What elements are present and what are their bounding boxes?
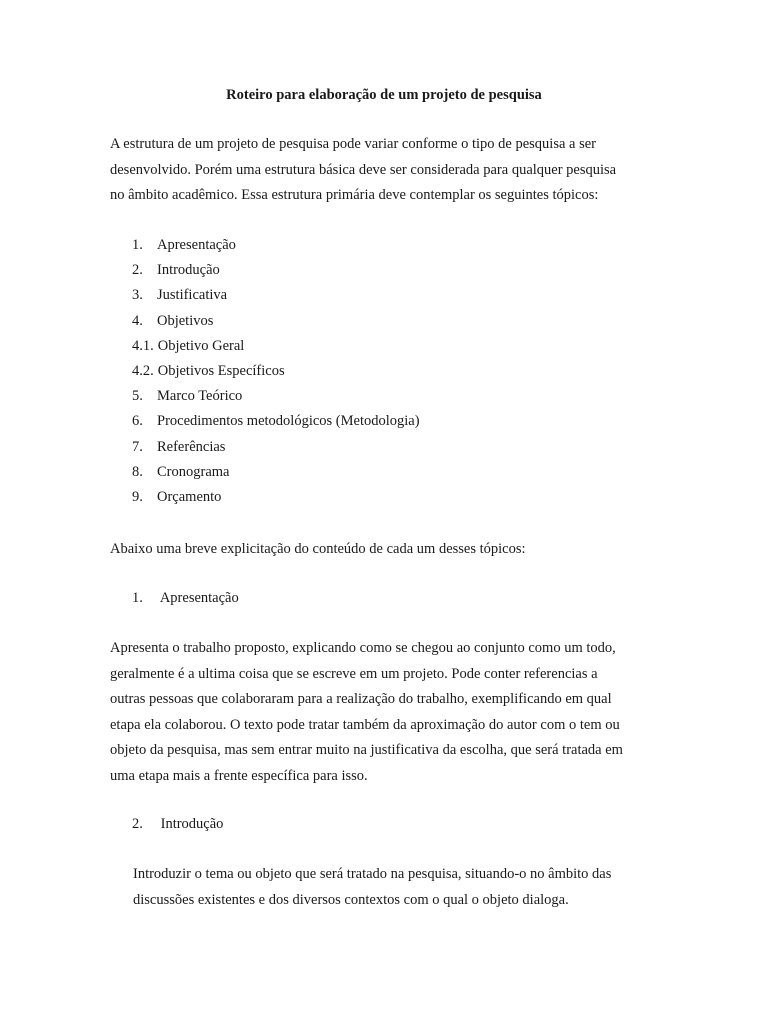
abaixo-paragraph <box>110 537 670 563</box>
topic-label: Marco Teórico <box>157 388 243 405</box>
paragraph-line: geralmente é a ultima coisa que se escreve em um projeto. Pode conter referencias a <box>110 665 598 682</box>
paragraph-line: discussões existentes e dos diversos contextos com o qual o objeto dialoga. <box>133 891 569 908</box>
topic-number: 3. <box>132 287 143 304</box>
apresentacao-paragraph <box>110 636 670 789</box>
topic-item <box>132 435 652 460</box>
paragraph-line: uma etapa mais a frente específica para isso. <box>110 767 368 784</box>
paragraph-line: Introduzir o tema ou objeto que será tratado na pesquisa, situando-o no âmbito das <box>133 866 612 882</box>
topic-item <box>132 233 652 258</box>
paragraph-line: etapa ela colaborou. O texto pode tratar também da aproximação do autor com o tem ou <box>110 716 620 733</box>
section-heading-apresentacao <box>132 586 239 611</box>
topic-label: Objetivo Geral <box>157 337 245 354</box>
paragraph-line: objeto da pesquisa, mas sem entrar muito na justificativa da escolha, que será tratada em <box>110 742 623 758</box>
abaixo-line: Abaixo uma breve explicitação do conteúdo de cada um desses tópicos: <box>110 541 526 557</box>
section-heading-introducao <box>132 812 223 837</box>
introducao-paragraph <box>133 862 693 913</box>
topic-item <box>132 309 652 334</box>
topic-item <box>132 283 652 308</box>
intro-line: A estrutura de um projeto de pesquisa pode variar conforme o tipo de pesquisa a ser <box>110 136 597 152</box>
section-label: Introdução <box>160 816 224 832</box>
paragraph-line: Apresenta o trabalho proposto, explicando como se chegou ao conjunto como um todo, <box>110 640 616 656</box>
topic-item <box>132 409 652 434</box>
topic-number: 9. <box>132 489 143 506</box>
topic-label: Referências <box>157 438 226 455</box>
topic-subitem <box>132 334 652 359</box>
topic-label: Objetivos Específicos <box>157 363 285 380</box>
document-title: Roteiro para elaboração de um projeto de pesquisa <box>226 87 542 103</box>
topic-item <box>132 258 652 283</box>
section-label: Apresentação <box>159 590 239 606</box>
topic-label: Apresentação <box>157 237 236 253</box>
topic-number: 8. <box>132 463 143 480</box>
topic-label: Justificativa <box>157 287 228 304</box>
topics-list <box>132 233 652 510</box>
topic-label: Procedimentos metodológicos (Metodologia) <box>157 413 420 430</box>
topic-number: 4.2. <box>132 363 154 380</box>
topic-item <box>132 460 652 485</box>
topic-label: Orçamento <box>157 489 222 506</box>
intro-line: no âmbito acadêmico. Essa estrutura primária deve contemplar os seguintes tópicos: <box>110 187 599 203</box>
topic-subitem <box>132 359 652 384</box>
intro-paragraph <box>110 132 670 209</box>
paragraph-line: outras pessoas que colaboraram para a realização do trabalho, exemplificando em qual <box>110 691 612 707</box>
topic-number: 1. <box>132 237 143 253</box>
topic-number: 4. <box>132 312 143 329</box>
section-number: 2. <box>132 816 143 832</box>
topic-number: 7. <box>132 438 143 455</box>
topic-number: 2. <box>132 262 143 279</box>
section-number: 1. <box>132 590 143 606</box>
topic-number: 4.1. <box>132 337 154 354</box>
intro-line: desenvolvido. Porém uma estrutura básica deve ser considerada para qualquer pesquisa <box>110 161 617 178</box>
topic-label: Objetivos <box>157 312 214 329</box>
topic-number: 5. <box>132 388 143 405</box>
topic-number: 6. <box>132 413 143 430</box>
topic-label: Introdução <box>157 262 220 279</box>
topic-item <box>132 384 652 409</box>
topic-label: Cronograma <box>157 463 230 480</box>
topic-item <box>132 485 652 510</box>
